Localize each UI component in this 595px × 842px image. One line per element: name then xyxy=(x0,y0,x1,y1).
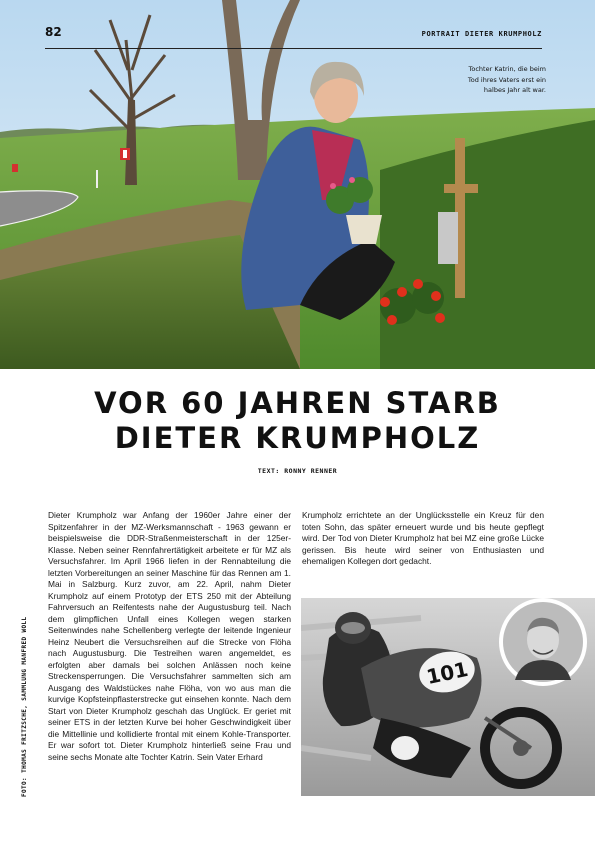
hero-photo xyxy=(0,0,595,369)
byline: TEXT: RONNY RENNER xyxy=(257,467,338,475)
photo-caption: Tochter Katrin, die beim Tod ihres Vaters erst ein halbes Jahr alt war. xyxy=(467,65,546,94)
racing-photo-illustration xyxy=(301,598,595,796)
header-rule xyxy=(45,48,542,49)
racing-photo xyxy=(301,598,595,796)
article-headline xyxy=(0,386,595,456)
racing-number-plate: 101 xyxy=(424,656,471,690)
article-column-2: Krumpholz errichtete an der Unglücksstelle ein Kreuz für den toten Sohn, das später erneuert wurde und bis heute gepflegt wird. Der Tod von Dieter Krumpholz hat bei MZ eine große Lücke gerissen. Bis heute wird seiner von Enthusiasten und ehemaligen Kollegen dort gedacht. xyxy=(302,510,544,566)
headline-line-2: DIETER KRUMPHOLZ xyxy=(114,421,481,455)
hero-photo-illustration xyxy=(0,0,595,369)
section-label: PORTRAIT DIETER KRUMPHOLZ xyxy=(421,30,542,38)
page-number: 82 xyxy=(45,25,62,39)
article-column-1: Dieter Krumpholz war Anfang der 1960er Jahre einer der Spitzenfahrer in der MZ-Werksmannschaft - 1963 gewann er beispielsweise die DDR-Straßenmeisterschaft in der 125er-Klasse. Neben seiner Rennfahrertätigkeit arbeitete er für MZ als Versuchsfahrer. Im April 1966 liefen in der Rennabteilung die letzten Vorbereitungen an seiner Maschine für das Rennen am 1. Mai in Salzburg. Kurz zuvor, am 22. April, nahm Dieter Krumpholz auf einem Prototyp der ETS 250 mit der Abteilung Fahrversuch an Reifentests nahe der Augustusburg teil. Nach dem glimpflichen Unfall eines Kollegen wegen starken Seitenwindes nahe Schellenberg verlegte der leitende Ingenieur Heinz Neubert die Versuchsreihen auf die Strecke von Flöha nach Augustusburg. Die Testreihen waren angemeldet, es erfolgten aber damals bei solchen Anlässen noch keine Streckensperrungen. Die Versuchsfahrer sammelten sich am Ausgang des Waldstückes nahe Flöha, von wo aus man die kurvige Kopfsteinpflasterstrecke gut einsehen konnte. Nach dem Start von Dieter Krumpholz geschah das Unglück. Er geriet mit seiner ETS in der letzten Kurve bei hoher Geschwindigkeit über die Mittellinie und kollidierte frontal mit einem Kohle-Transporter. Er war sofort tot. Dieter Krumpholz hinterließ seine Frau und seine sechs Monate alte Tochter Katrin. Sein Vater Erhard xyxy=(48,510,291,762)
headline-line-1: VOR 60 JAHREN STARB xyxy=(94,386,501,420)
photo-credit: FOTO: THOMAS FRITZSCHE, SAMMLUNG MANFRED WOLL xyxy=(21,616,28,797)
